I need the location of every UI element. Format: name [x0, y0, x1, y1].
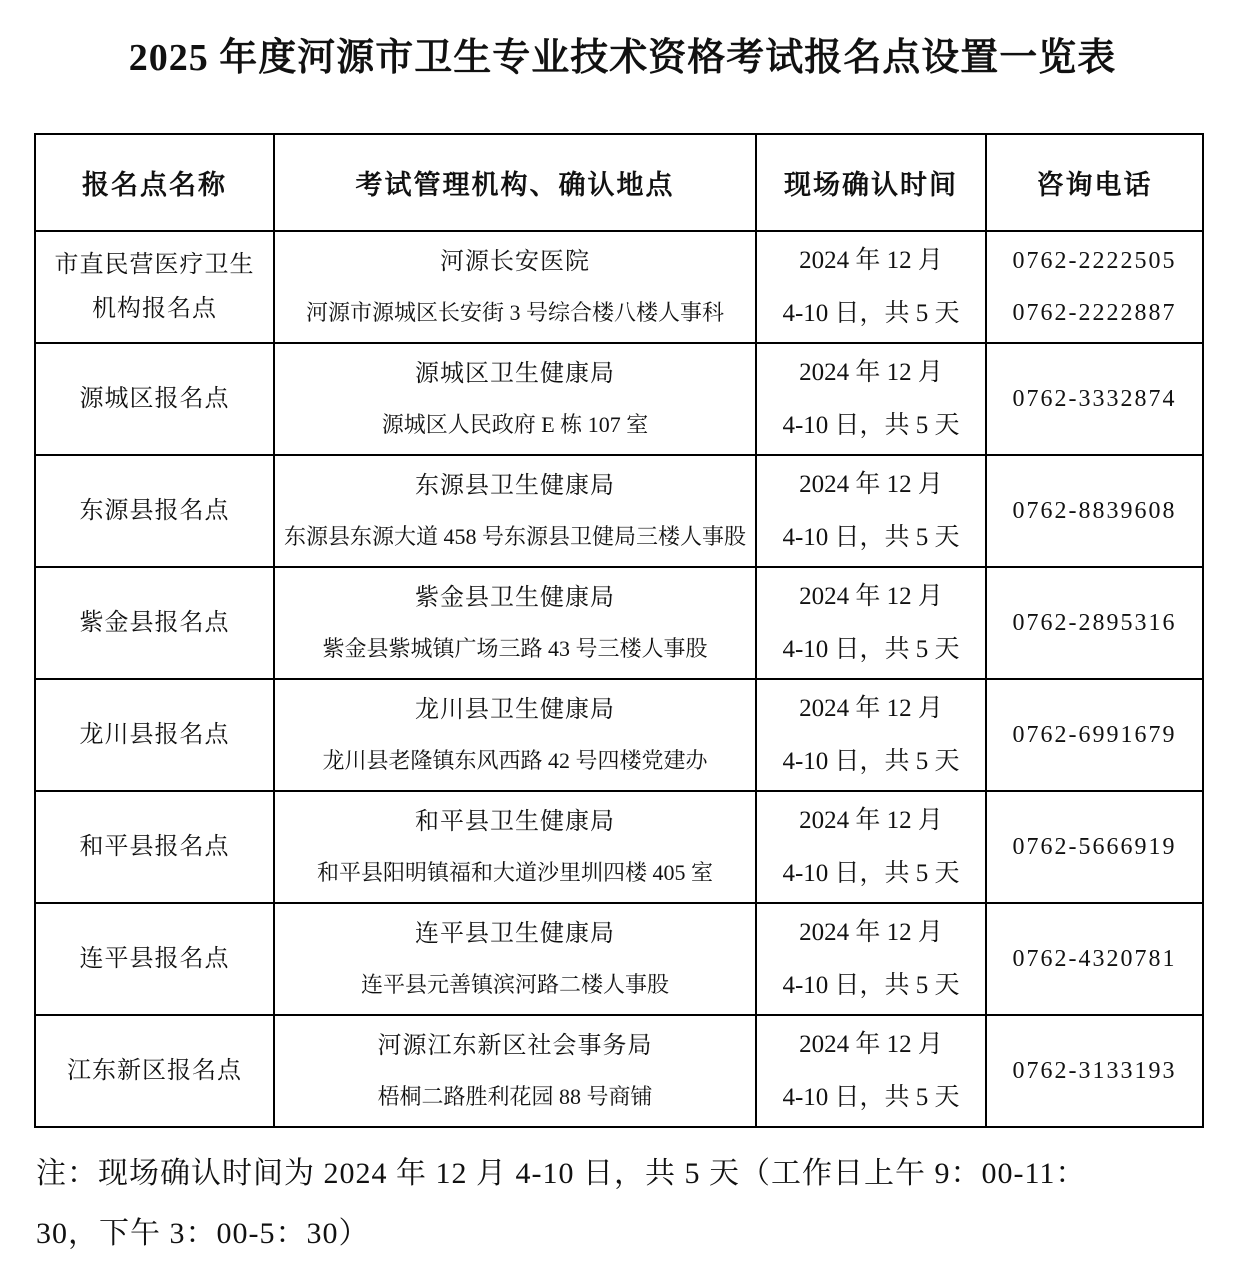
table-row [35, 231, 1203, 343]
org-address: 紫金县紫城镇广场三路 43 号三楼人事股 [322, 636, 708, 662]
org-name: 连平县卫生健康局 [415, 921, 615, 948]
cell-org-address [274, 791, 756, 903]
org-name: 和平县卫生健康局 [415, 809, 615, 836]
cell-confirm-time [756, 567, 986, 679]
header-org-location: 考试管理机构、确认地点 [274, 134, 756, 231]
org-address: 梧桐二路胜利花园 88 号商铺 [377, 1084, 653, 1110]
header-phone: 咨询电话 [986, 134, 1203, 231]
cell-site-name: 和平县报名点 [35, 791, 274, 903]
cell-phone [986, 679, 1203, 791]
org-address: 东源县东源大道 458 号东源县卫健局三楼人事股 [283, 524, 746, 550]
cell-phone [986, 231, 1203, 343]
cell-org-address [274, 343, 756, 455]
cell-org-address [274, 679, 756, 791]
org-address: 源城区人民政府 E 栋 107 室 [381, 412, 649, 438]
cell-confirm-time [756, 791, 986, 903]
confirm-time-line2: 4-10 日，共 5 天 [782, 748, 960, 775]
phone-number: 0762-8839608 [1012, 498, 1177, 524]
cell-org-address [274, 567, 756, 679]
cell-org-address [274, 231, 756, 343]
cell-phone [986, 567, 1203, 679]
cell-site-name: 江东新区报名点 [35, 1015, 274, 1127]
table-row [35, 1015, 1203, 1127]
phone-number: 0762-2222505 [1012, 248, 1177, 274]
cell-site-name: 东源县报名点 [35, 455, 274, 567]
registration-points-table [34, 133, 1204, 1128]
phone-number: 0762-4320781 [1012, 946, 1177, 972]
confirm-time-line1: 2024 年 12 月 [799, 246, 943, 274]
cell-confirm-time [756, 1015, 986, 1127]
cell-site-name: 连平县报名点 [35, 903, 274, 1015]
org-name: 源城区卫生健康局 [415, 361, 615, 388]
phone-number: 0762-5666919 [1012, 834, 1177, 860]
cell-phone [986, 455, 1203, 567]
cell-confirm-time [756, 343, 986, 455]
org-name: 龙川县卫生健康局 [415, 697, 615, 724]
cell-site-name: 龙川县报名点 [35, 679, 274, 791]
org-address: 龙川县老隆镇东风西路 42 号四楼党建办 [322, 748, 708, 774]
cell-phone [986, 343, 1203, 455]
confirm-time-line2: 4-10 日，共 5 天 [782, 636, 960, 663]
org-name: 东源县卫生健康局 [415, 473, 615, 500]
org-name: 河源江东新区社会事务局 [377, 1033, 653, 1060]
table-header-row [35, 134, 1203, 231]
table-row [35, 903, 1203, 1015]
confirm-time-line2: 4-10 日，共 5 天 [782, 1084, 960, 1111]
confirm-time-line1: 2024 年 12 月 [799, 582, 943, 610]
footnote-line2: 30，下午 3：00-5：30） [36, 1217, 370, 1250]
header-site-name: 报名点名称 [35, 134, 274, 231]
cell-confirm-time [756, 679, 986, 791]
phone-number: 0762-2222887 [1012, 300, 1177, 326]
confirm-time-line1: 2024 年 12 月 [799, 806, 943, 834]
cell-phone [986, 791, 1203, 903]
table-row [35, 567, 1203, 679]
confirm-time-line1: 2024 年 12 月 [799, 1030, 943, 1058]
confirm-time-line2: 4-10 日，共 5 天 [782, 972, 960, 999]
table-row [35, 679, 1203, 791]
org-name: 紫金县卫生健康局 [415, 585, 615, 612]
table-row [35, 455, 1203, 567]
confirm-time-line2: 4-10 日，共 5 天 [782, 860, 960, 887]
org-address: 和平县阳明镇福和大道沙里圳四楼 405 室 [316, 860, 713, 886]
cell-org-address [274, 1015, 756, 1127]
phone-number: 0762-6991679 [1012, 722, 1177, 748]
header-confirm-time: 现场确认时间 [756, 134, 986, 231]
confirm-time-line2: 4-10 日，共 5 天 [782, 300, 960, 327]
page-title: 2025 年度河源市卫生专业技术资格考试报名点设置一览表 [128, 37, 1117, 79]
table-row [35, 343, 1203, 455]
table-row [35, 791, 1203, 903]
cell-phone [986, 1015, 1203, 1127]
footnote-line1: 注：现场确认时间为 2024 年 12 月 4-10 日，共 5 天（工作日上午 9：00-11： [36, 1157, 1087, 1190]
cell-site-name: 市直民营医疗卫生机构报名点 [35, 231, 274, 343]
org-address: 河源市源城区长安街 3 号综合楼八楼人事科 [305, 300, 724, 326]
cell-org-address [274, 455, 756, 567]
cell-confirm-time [756, 903, 986, 1015]
confirm-time-line1: 2024 年 12 月 [799, 358, 943, 386]
confirm-time-line1: 2024 年 12 月 [799, 918, 943, 946]
cell-site-name: 源城区报名点 [35, 343, 274, 455]
cell-confirm-time [756, 455, 986, 567]
phone-number: 0762-3332874 [1012, 386, 1177, 412]
phone-number: 0762-2895316 [1012, 610, 1177, 636]
footnote [36, 1144, 1209, 1264]
cell-confirm-time [756, 231, 986, 343]
phone-number: 0762-3133193 [1012, 1058, 1177, 1084]
confirm-time-line1: 2024 年 12 月 [799, 694, 943, 722]
cell-phone [986, 903, 1203, 1015]
cell-site-name: 紫金县报名点 [35, 567, 274, 679]
confirm-time-line1: 2024 年 12 月 [799, 470, 943, 498]
org-name: 河源长安医院 [440, 249, 590, 276]
cell-org-address [274, 903, 756, 1015]
confirm-time-line2: 4-10 日，共 5 天 [782, 524, 960, 551]
org-address: 连平县元善镇滨河路二楼人事股 [360, 972, 669, 998]
confirm-time-line2: 4-10 日，共 5 天 [782, 412, 960, 439]
